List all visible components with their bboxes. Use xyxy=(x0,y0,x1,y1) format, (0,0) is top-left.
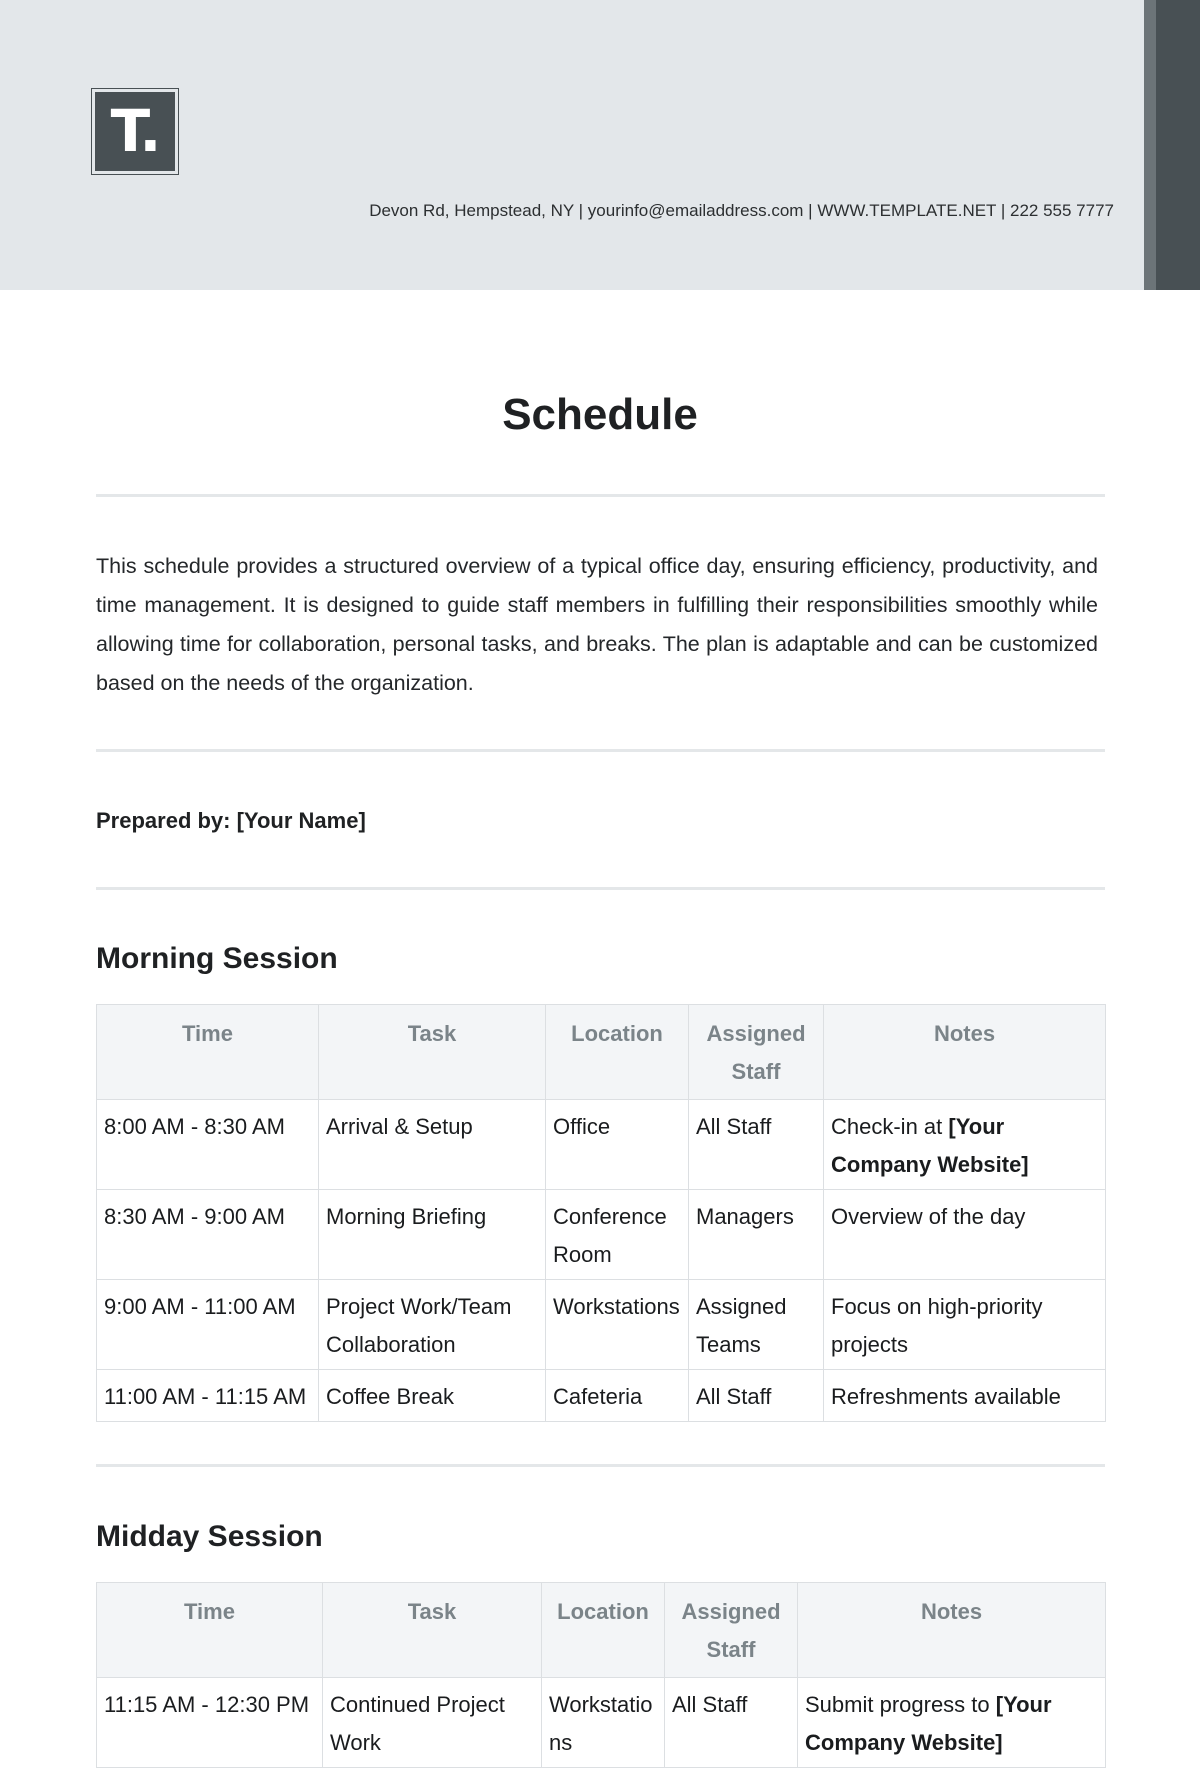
header-accent-bar-dark xyxy=(1156,0,1200,290)
divider xyxy=(96,887,1105,890)
table-header-row xyxy=(97,1005,1106,1100)
page-title: Schedule xyxy=(502,390,698,439)
column-header-time: Time xyxy=(97,1005,319,1100)
table-row xyxy=(97,1678,1106,1768)
cell-task: Continued Project Work xyxy=(323,1678,542,1768)
table-row xyxy=(97,1370,1106,1422)
column-header-location: Location xyxy=(546,1005,689,1100)
divider xyxy=(96,749,1105,752)
cell-location: Workstations xyxy=(546,1280,689,1370)
prepared-by: Prepared by: [Your Name] xyxy=(96,808,366,833)
cell-location: Office xyxy=(546,1100,689,1190)
cell-location: Workstations xyxy=(542,1678,665,1768)
column-header-time: Time xyxy=(97,1583,323,1678)
section-title-morning: Morning Session xyxy=(96,942,338,975)
cell-notes xyxy=(824,1100,1106,1190)
cell-time: 11:15 AM - 12:30 PM xyxy=(97,1678,323,1768)
notes-text: Check-in at xyxy=(831,1114,949,1139)
cell-staff: Assigned Teams xyxy=(689,1280,824,1370)
cell-time: 9:00 AM - 11:00 AM xyxy=(97,1280,319,1370)
cell-location: Cafeteria xyxy=(546,1370,689,1422)
table-row xyxy=(97,1280,1106,1370)
cell-notes xyxy=(824,1280,1106,1370)
cell-time: 8:00 AM - 8:30 AM xyxy=(97,1100,319,1190)
cell-task: Arrival & Setup xyxy=(319,1100,546,1190)
divider xyxy=(96,494,1105,497)
cell-time: 11:00 AM - 11:15 AM xyxy=(97,1370,319,1422)
column-header-location: Location xyxy=(542,1583,665,1678)
cell-time: 8:30 AM - 9:00 AM xyxy=(97,1190,319,1280)
divider xyxy=(96,1464,1105,1467)
notes-text: Overview of the day xyxy=(831,1204,1026,1229)
table-header-row xyxy=(97,1583,1106,1678)
cell-task: Morning Briefing xyxy=(319,1190,546,1280)
cell-task: Coffee Break xyxy=(319,1370,546,1422)
cell-notes xyxy=(824,1370,1106,1422)
company-logo xyxy=(91,88,179,175)
column-header-task: Task xyxy=(319,1005,546,1100)
column-header-notes: Notes xyxy=(824,1005,1106,1100)
section-title-midday: Midday Session xyxy=(96,1520,323,1553)
notes-text: Focus on high-priority projects xyxy=(831,1294,1043,1357)
header-accent-bar-light xyxy=(1144,0,1156,290)
logo-mark: T. xyxy=(95,92,175,171)
cell-staff: All Staff xyxy=(689,1100,824,1190)
notes-text: Submit progress to xyxy=(805,1692,996,1717)
column-header-task: Task xyxy=(323,1583,542,1678)
column-header-staff: Assigned Staff xyxy=(689,1005,824,1100)
notes-placeholder: [Your Company Website] xyxy=(805,1692,1052,1755)
intro-paragraph: This schedule provides a structured overview of a typical office day, ensuring efficiency, productivity, and time management. It is designed to guide staff members in fulfilling their responsibilities smoothly while allowing time for collaboration, personal tasks, and breaks. The plan is adaptable and can be customized based on the needs of the organization. xyxy=(96,554,1098,695)
table-row xyxy=(97,1190,1106,1280)
cell-location: Conference Room xyxy=(546,1190,689,1280)
cell-task: Project Work/Team Collaboration xyxy=(319,1280,546,1370)
notes-text: Refreshments available xyxy=(831,1384,1061,1409)
cell-staff: All Staff xyxy=(665,1678,798,1768)
cell-notes xyxy=(798,1678,1106,1768)
morning-schedule-table xyxy=(96,1004,1106,1422)
midday-schedule-table xyxy=(96,1582,1106,1768)
cell-staff: All Staff xyxy=(689,1370,824,1422)
cell-staff: Managers xyxy=(689,1190,824,1280)
notes-placeholder: [Your Company Website] xyxy=(831,1114,1029,1177)
table-row xyxy=(97,1100,1106,1190)
contact-info: Devon Rd, Hempstead, NY | yourinfo@emailaddress.com | WWW.TEMPLATE.NET | 222 555 7777 xyxy=(369,201,1114,220)
page-header xyxy=(0,0,1200,290)
column-header-notes: Notes xyxy=(798,1583,1106,1678)
cell-notes xyxy=(824,1190,1106,1280)
column-header-staff: Assigned Staff xyxy=(665,1583,798,1678)
